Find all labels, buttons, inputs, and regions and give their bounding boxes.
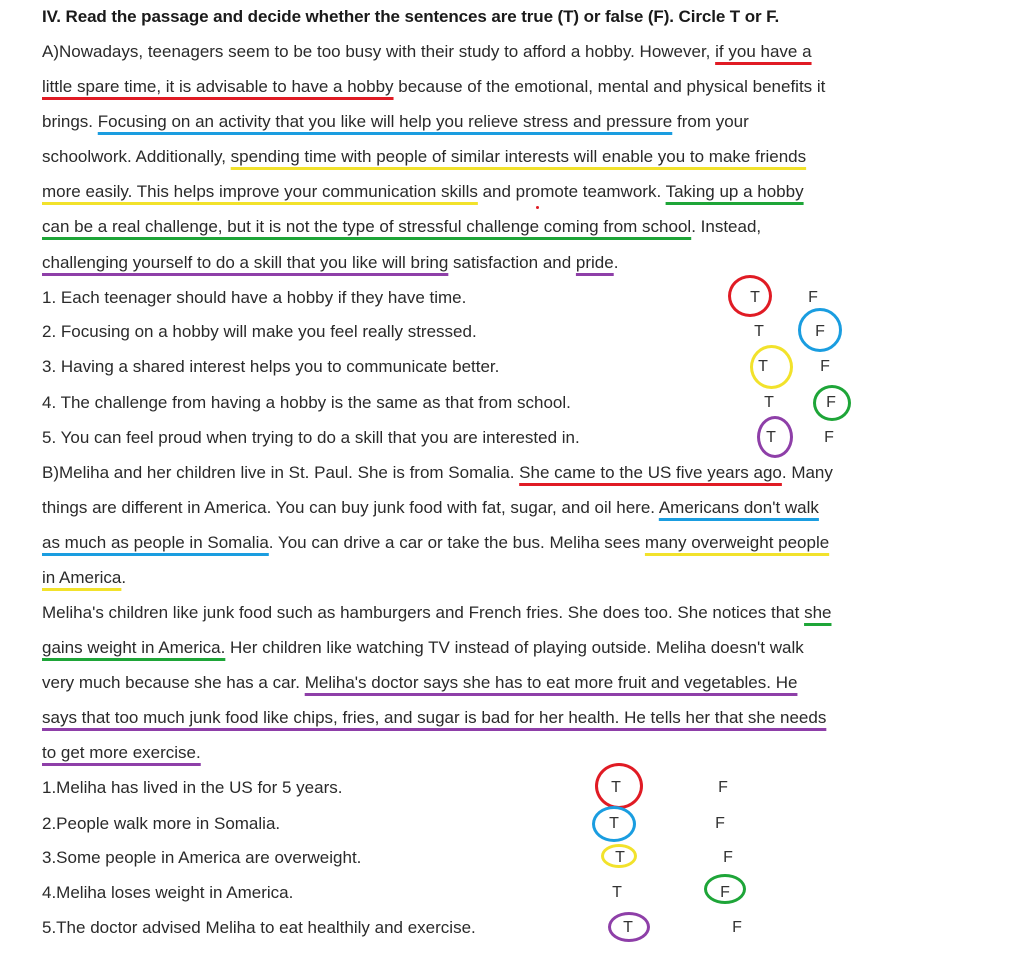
answer-true-b-2[interactable]: T <box>609 815 619 832</box>
red-highlight: little spare time, it is advisable to have a hobby <box>42 77 394 96</box>
exercise-title: IV. Read the passage and decide whether the sentences are true (T) or false (F). Circle T or F. <box>42 7 780 26</box>
question-b-2: 2.People walk more in Somalia. <box>42 814 281 833</box>
answer-false-b-1[interactable]: F <box>718 779 728 796</box>
passage-b-line-8 <box>42 706 826 730</box>
text: satisfaction and <box>448 253 576 272</box>
answer-true-b-3[interactable]: T <box>615 849 625 866</box>
question-b-1: 1.Meliha has lived in the US for 5 years. <box>42 778 343 797</box>
blue-answer-circle <box>592 806 636 842</box>
answer-true-b-4[interactable]: T <box>612 884 622 901</box>
text: B)Meliha and her children live in St. Paul. She is from Somalia. <box>42 463 520 482</box>
answer-true-a-1[interactable]: T <box>750 289 760 306</box>
passage-b-line-5 <box>42 601 831 625</box>
passage-a-line-3 <box>42 110 749 134</box>
purple-highlight: challenging yourself to do a skill that you like will bring <box>42 253 449 272</box>
yellow-highlight: many overweight people <box>644 533 830 552</box>
answer-false-b-5[interactable]: F <box>732 919 742 936</box>
text: and promote teamwork. <box>477 182 666 201</box>
text: A)Nowadays, teenagers seem to be too busy with their study to afford a hobby. However, <box>42 42 716 61</box>
purple-highlight: pride <box>575 253 614 272</box>
question-a-4: 4. The challenge from having a hobby is the same as that from school. <box>42 393 571 412</box>
passage-b-line-9 <box>42 741 201 765</box>
purple-highlight: says that too much junk food like chips, fries, and sugar is bad for her health. He tells her that she needs <box>42 708 827 727</box>
green-answer-circle <box>704 874 746 904</box>
answer-false-a-2[interactable]: F <box>815 323 825 340</box>
green-highlight: she <box>804 603 832 622</box>
green-highlight: Taking up a hobby <box>665 182 804 201</box>
text: from your <box>672 112 749 131</box>
text: Meliha's children like junk food such as hamburgers and French fries. She does too. She notices that <box>42 603 805 622</box>
answer-false-a-3[interactable]: F <box>820 358 830 375</box>
passage-b-line-7 <box>42 671 797 695</box>
blue-highlight: as much as people in Somalia <box>42 533 269 552</box>
red-answer-circle <box>595 763 643 809</box>
text: Her children like watching TV instead of playing outside. Meliha doesn't walk <box>225 638 804 657</box>
question-a-5: 5. You can feel proud when trying to do a skill that you are interested in. <box>42 428 580 447</box>
question-a-2: 2. Focusing on a hobby will make you feel really stressed. <box>42 322 477 341</box>
answer-true-a-5[interactable]: T <box>766 429 776 446</box>
passage-b-line-2 <box>42 496 819 520</box>
question-b-5: 5.The doctor advised Meliha to eat healthily and exercise. <box>42 918 476 937</box>
passage-a-line-4 <box>42 145 806 169</box>
red-highlight: She came to the US five years ago <box>519 463 782 482</box>
text: brings. <box>42 112 98 131</box>
answer-false-b-4[interactable]: F <box>720 884 730 901</box>
question-a-1: 1. Each teenager should have a hobby if they have time. <box>42 288 467 307</box>
purple-answer-circle <box>608 912 650 942</box>
passage-a-line-5 <box>42 180 804 204</box>
question-b-4: 4.Meliha loses weight in America. <box>42 883 294 902</box>
passage-a-line-7 <box>42 251 618 275</box>
answer-false-a-4[interactable]: F <box>826 394 836 411</box>
text: . Instead, <box>691 217 762 236</box>
answer-false-a-5[interactable]: F <box>824 429 834 446</box>
passage-b-line-3 <box>42 531 829 555</box>
text: . Many <box>781 463 833 482</box>
purple-answer-circle <box>757 416 793 458</box>
answer-true-a-3[interactable]: T <box>758 358 768 375</box>
text: . <box>613 253 619 272</box>
blue-highlight: Focusing on an activity that you like will help you relieve stress and pressure <box>97 112 673 131</box>
passage-a-line-1 <box>42 40 812 64</box>
question-a-3: 3. Having a shared interest helps you to communicate better. <box>42 357 500 376</box>
red-highlight: if you have a <box>715 42 812 61</box>
text: . You can drive a car or take the bus. Meliha sees <box>268 533 645 552</box>
passage-b-line-6 <box>42 636 804 660</box>
text: very much because she has a car. <box>42 673 305 692</box>
passage-b-line-1 <box>42 461 833 485</box>
passage-b-line-4 <box>42 566 126 590</box>
green-highlight: gains weight in America. <box>42 638 226 657</box>
green-answer-circle <box>813 385 851 421</box>
text: . <box>121 568 127 587</box>
yellow-answer-circle <box>601 844 637 868</box>
answer-true-a-2[interactable]: T <box>754 323 764 340</box>
answer-false-b-3[interactable]: F <box>723 849 733 866</box>
passage-a-line-6 <box>42 215 761 239</box>
red-ink-dot <box>536 206 539 209</box>
yellow-highlight: more easily. This helps improve your communication skills <box>42 182 478 201</box>
question-b-3: 3.Some people in America are overweight. <box>42 848 362 867</box>
yellow-answer-circle <box>750 345 793 389</box>
purple-highlight: Meliha's doctor says she has to eat more fruit and vegetables. He <box>304 673 798 692</box>
passage-a-line-2 <box>42 75 825 99</box>
blue-answer-circle <box>798 308 842 352</box>
purple-highlight: to get more exercise. <box>42 743 201 762</box>
answer-false-b-2[interactable]: F <box>715 815 725 832</box>
text: things are different in America. You can buy junk food with fat, sugar, and oil here. <box>42 498 659 517</box>
yellow-highlight: spending time with people of similar interests will enable you to make friends <box>230 147 807 166</box>
answer-false-a-1[interactable]: F <box>808 289 818 306</box>
blue-highlight: Americans don't walk <box>658 498 819 517</box>
answer-true-a-4[interactable]: T <box>764 394 774 411</box>
answer-true-b-5[interactable]: T <box>623 919 633 936</box>
text: schoolwork. Additionally, <box>42 147 231 166</box>
answer-true-b-1[interactable]: T <box>611 779 621 796</box>
red-answer-circle <box>728 275 772 317</box>
yellow-highlight: in America <box>42 568 122 587</box>
text: because of the emotional, mental and physical benefits it <box>393 77 826 96</box>
green-highlight: can be a real challenge, but it is not the type of stressful challenge coming from school <box>42 217 692 236</box>
